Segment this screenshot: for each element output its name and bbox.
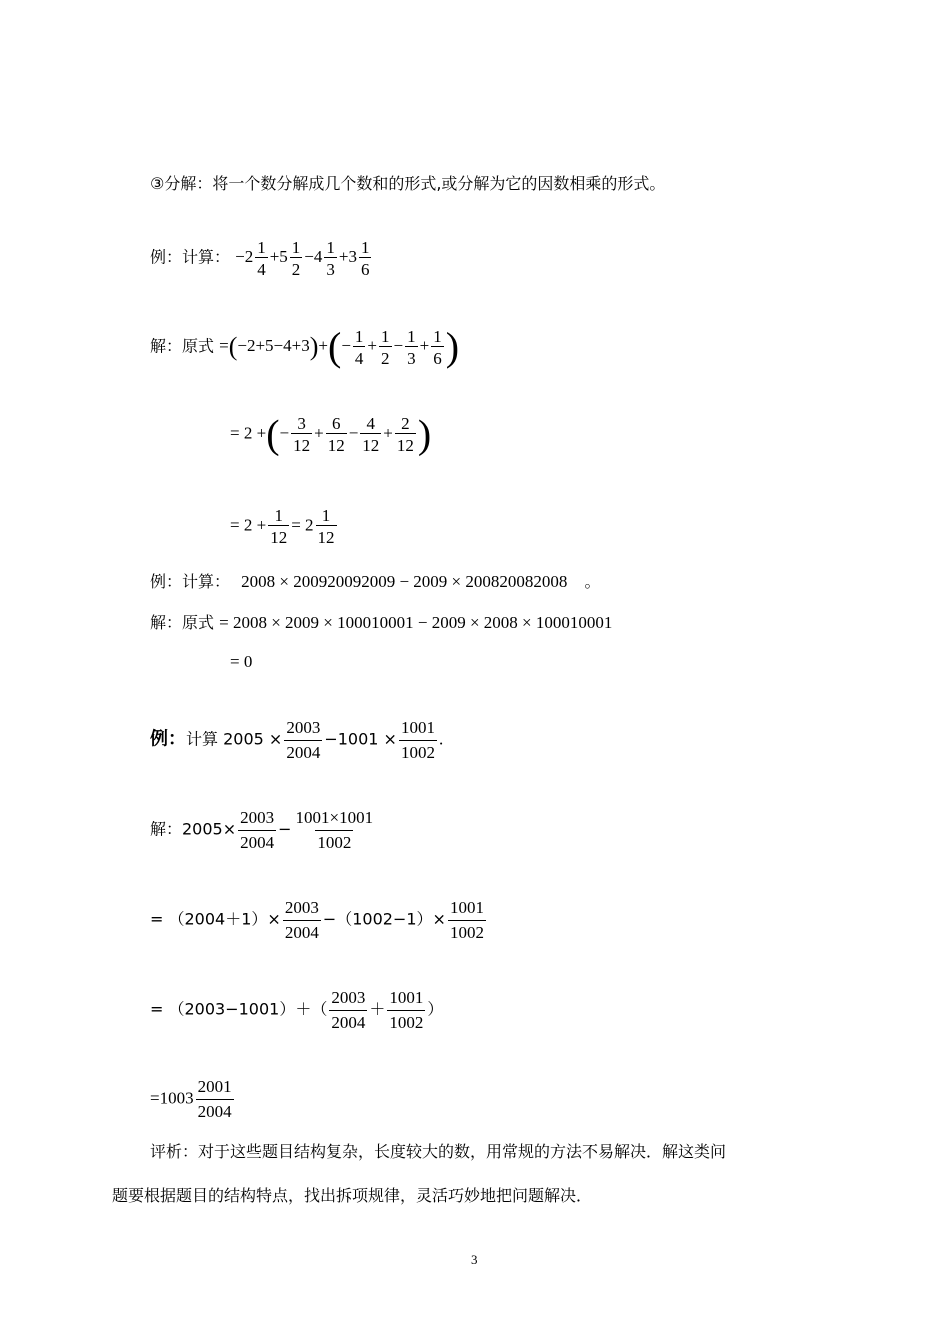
- fraction: [291, 414, 312, 455]
- example1-solution-step1: [150, 324, 460, 370]
- fraction: [326, 414, 347, 455]
- analysis-text: 题要根据题目的结构特点，找出拆项规律，灵活巧妙地把问题解决．: [112, 1186, 593, 1205]
- analysis-line-1: [150, 1139, 726, 1162]
- fraction: [238, 808, 276, 852]
- example-label: 例：: [150, 728, 186, 750]
- denominator: 1002: [315, 830, 353, 852]
- page-number: [471, 1252, 478, 1268]
- denominator: 1002: [448, 920, 486, 942]
- denominator: 12: [395, 433, 416, 455]
- example2-solution-step2: [230, 652, 252, 672]
- operator: ＋: [369, 999, 386, 1019]
- denominator: 1002: [399, 740, 437, 762]
- example3-solution-step2: [150, 988, 443, 1032]
- denominator: 12: [326, 433, 347, 455]
- fraction: [431, 327, 444, 368]
- numerator: 1001: [400, 718, 435, 737]
- denominator: 3: [324, 257, 337, 279]
- term: −1001 ×: [324, 729, 397, 749]
- numerator: 1: [407, 327, 416, 346]
- operator: +: [318, 336, 328, 356]
- right-paren: ): [445, 324, 460, 370]
- term: −2+5−4+3: [237, 336, 310, 356]
- denominator: 2004: [238, 830, 276, 852]
- period: 。: [584, 572, 601, 591]
- solution-label: 解：2005×: [150, 819, 237, 839]
- numerator: 3: [297, 414, 306, 433]
- numerator: 1: [326, 238, 335, 257]
- denominator: 6: [359, 257, 372, 279]
- numerator: 1001: [389, 988, 424, 1007]
- period: .: [438, 729, 444, 749]
- denominator: 2004: [283, 920, 321, 942]
- section-heading: [150, 171, 665, 194]
- fraction: [387, 988, 425, 1032]
- example1-problem: [150, 238, 373, 279]
- denominator: 1002: [387, 1010, 425, 1032]
- fraction: [283, 898, 321, 942]
- numerator: 1001: [449, 898, 484, 917]
- numerator: 2003: [240, 808, 275, 827]
- denominator: 4: [255, 257, 268, 279]
- equals: = 2: [291, 515, 314, 535]
- fraction: [379, 327, 392, 368]
- math-expression: 2008 × 200920092009 − 2009 × 200820082008: [241, 572, 568, 591]
- denominator: 2004: [284, 740, 322, 762]
- operator: −: [341, 336, 351, 356]
- denominator: 12: [291, 433, 312, 455]
- example2-problem: [150, 569, 600, 592]
- term: =1003: [150, 1088, 194, 1108]
- denominator: 12: [360, 433, 381, 455]
- numerator: 1: [291, 238, 301, 257]
- numerator: 6: [331, 414, 341, 433]
- fraction: [284, 718, 322, 762]
- solution-label: 解：原式: [150, 336, 215, 356]
- example3-problem: [150, 718, 443, 762]
- fraction: [359, 238, 372, 279]
- left-paren: (: [266, 411, 280, 457]
- equals: = 2 +: [230, 423, 267, 443]
- numerator: 2001: [197, 1077, 232, 1096]
- operator: −: [348, 423, 359, 443]
- example3-solution-step3: [150, 1077, 236, 1121]
- example1-solution-step2: [230, 411, 432, 457]
- numerator: 2003: [331, 988, 366, 1007]
- fraction: [360, 414, 381, 455]
- term: −4: [304, 247, 323, 267]
- fraction: [329, 988, 367, 1032]
- numerator: 1: [274, 506, 283, 525]
- fraction: [268, 506, 289, 547]
- example2-solution-step1: [150, 610, 612, 633]
- numerator: 1: [360, 238, 370, 257]
- math-expression: = 0: [230, 652, 253, 671]
- term: +5: [269, 247, 288, 267]
- fraction: [353, 327, 366, 368]
- fraction: [324, 238, 337, 279]
- fraction: [399, 718, 437, 762]
- denominator: 12: [316, 525, 337, 547]
- equals: = 2 +: [230, 515, 267, 535]
- term: = （2003−1001）＋（: [150, 999, 328, 1019]
- numerator: 1: [257, 238, 266, 257]
- example-label: 例：计算：: [150, 247, 231, 267]
- fraction: [290, 238, 303, 279]
- left-paren: (: [328, 324, 342, 370]
- example1-solution-step3: [230, 506, 339, 547]
- denominator: 6: [431, 346, 444, 368]
- analysis-text: 评析：对于这些题目结构复杂，长度较大的数，用常规的方法不易解决．解这类问: [150, 1142, 727, 1161]
- left-paren: (: [228, 332, 238, 362]
- fraction: [405, 327, 418, 368]
- operator: −: [393, 336, 404, 356]
- numerator: 2: [401, 414, 410, 433]
- equals: =: [219, 336, 229, 356]
- fraction: [395, 414, 416, 455]
- denominator: 12: [268, 525, 289, 547]
- fraction: [255, 238, 268, 279]
- fraction: [196, 1077, 234, 1121]
- numerator: 1: [354, 327, 364, 346]
- numerator: 4: [366, 414, 376, 433]
- solution-label: 解：原式: [150, 613, 215, 632]
- denominator: 2004: [196, 1099, 234, 1121]
- operator: +: [314, 423, 324, 443]
- operator: +: [367, 336, 378, 356]
- operator: −: [279, 423, 290, 443]
- example3-solution-step1: [150, 898, 488, 942]
- fraction: [316, 506, 337, 547]
- example3-solution-line: [150, 808, 377, 852]
- numerator: 2003: [286, 718, 321, 737]
- term: = （2004＋1）×: [150, 909, 281, 929]
- math-expression: [235, 238, 373, 279]
- numerator: 1: [321, 506, 331, 525]
- page-number-text: 3: [471, 1252, 478, 1267]
- numerator: 2003: [284, 898, 319, 917]
- right-paren: ): [309, 332, 319, 362]
- fraction: [294, 808, 376, 852]
- operator: +: [419, 336, 430, 356]
- problem-text: 计算 2005 ×: [186, 729, 283, 749]
- denominator: 2004: [329, 1010, 367, 1032]
- denominator: 2: [379, 346, 392, 368]
- denominator: 4: [353, 346, 366, 368]
- right-paren: ): [417, 411, 432, 457]
- term: +3: [338, 247, 357, 267]
- term: −2: [235, 247, 254, 267]
- operator: +: [383, 423, 393, 443]
- denominator: 2: [290, 257, 303, 279]
- operator: −: [278, 819, 292, 839]
- section-heading-text: ③分解：将一个数分解成几个数和的形式,或分解为它的因数相乘的形式。: [150, 174, 666, 193]
- denominator: 3: [405, 346, 418, 368]
- math-expression: [219, 324, 460, 370]
- term: −（1002−1）×: [322, 909, 446, 929]
- numerator: 1001×1001: [295, 808, 374, 827]
- right-paren: ）: [427, 999, 444, 1019]
- fraction: [448, 898, 486, 942]
- analysis-line-2: [112, 1183, 592, 1206]
- example-label: 例：计算：: [150, 572, 231, 591]
- numerator: 1: [381, 327, 390, 346]
- math-expression: = 2008 × 2009 × 100010001 − 2009 × 2008 × 100010001: [219, 613, 613, 632]
- numerator: 1: [433, 327, 442, 346]
